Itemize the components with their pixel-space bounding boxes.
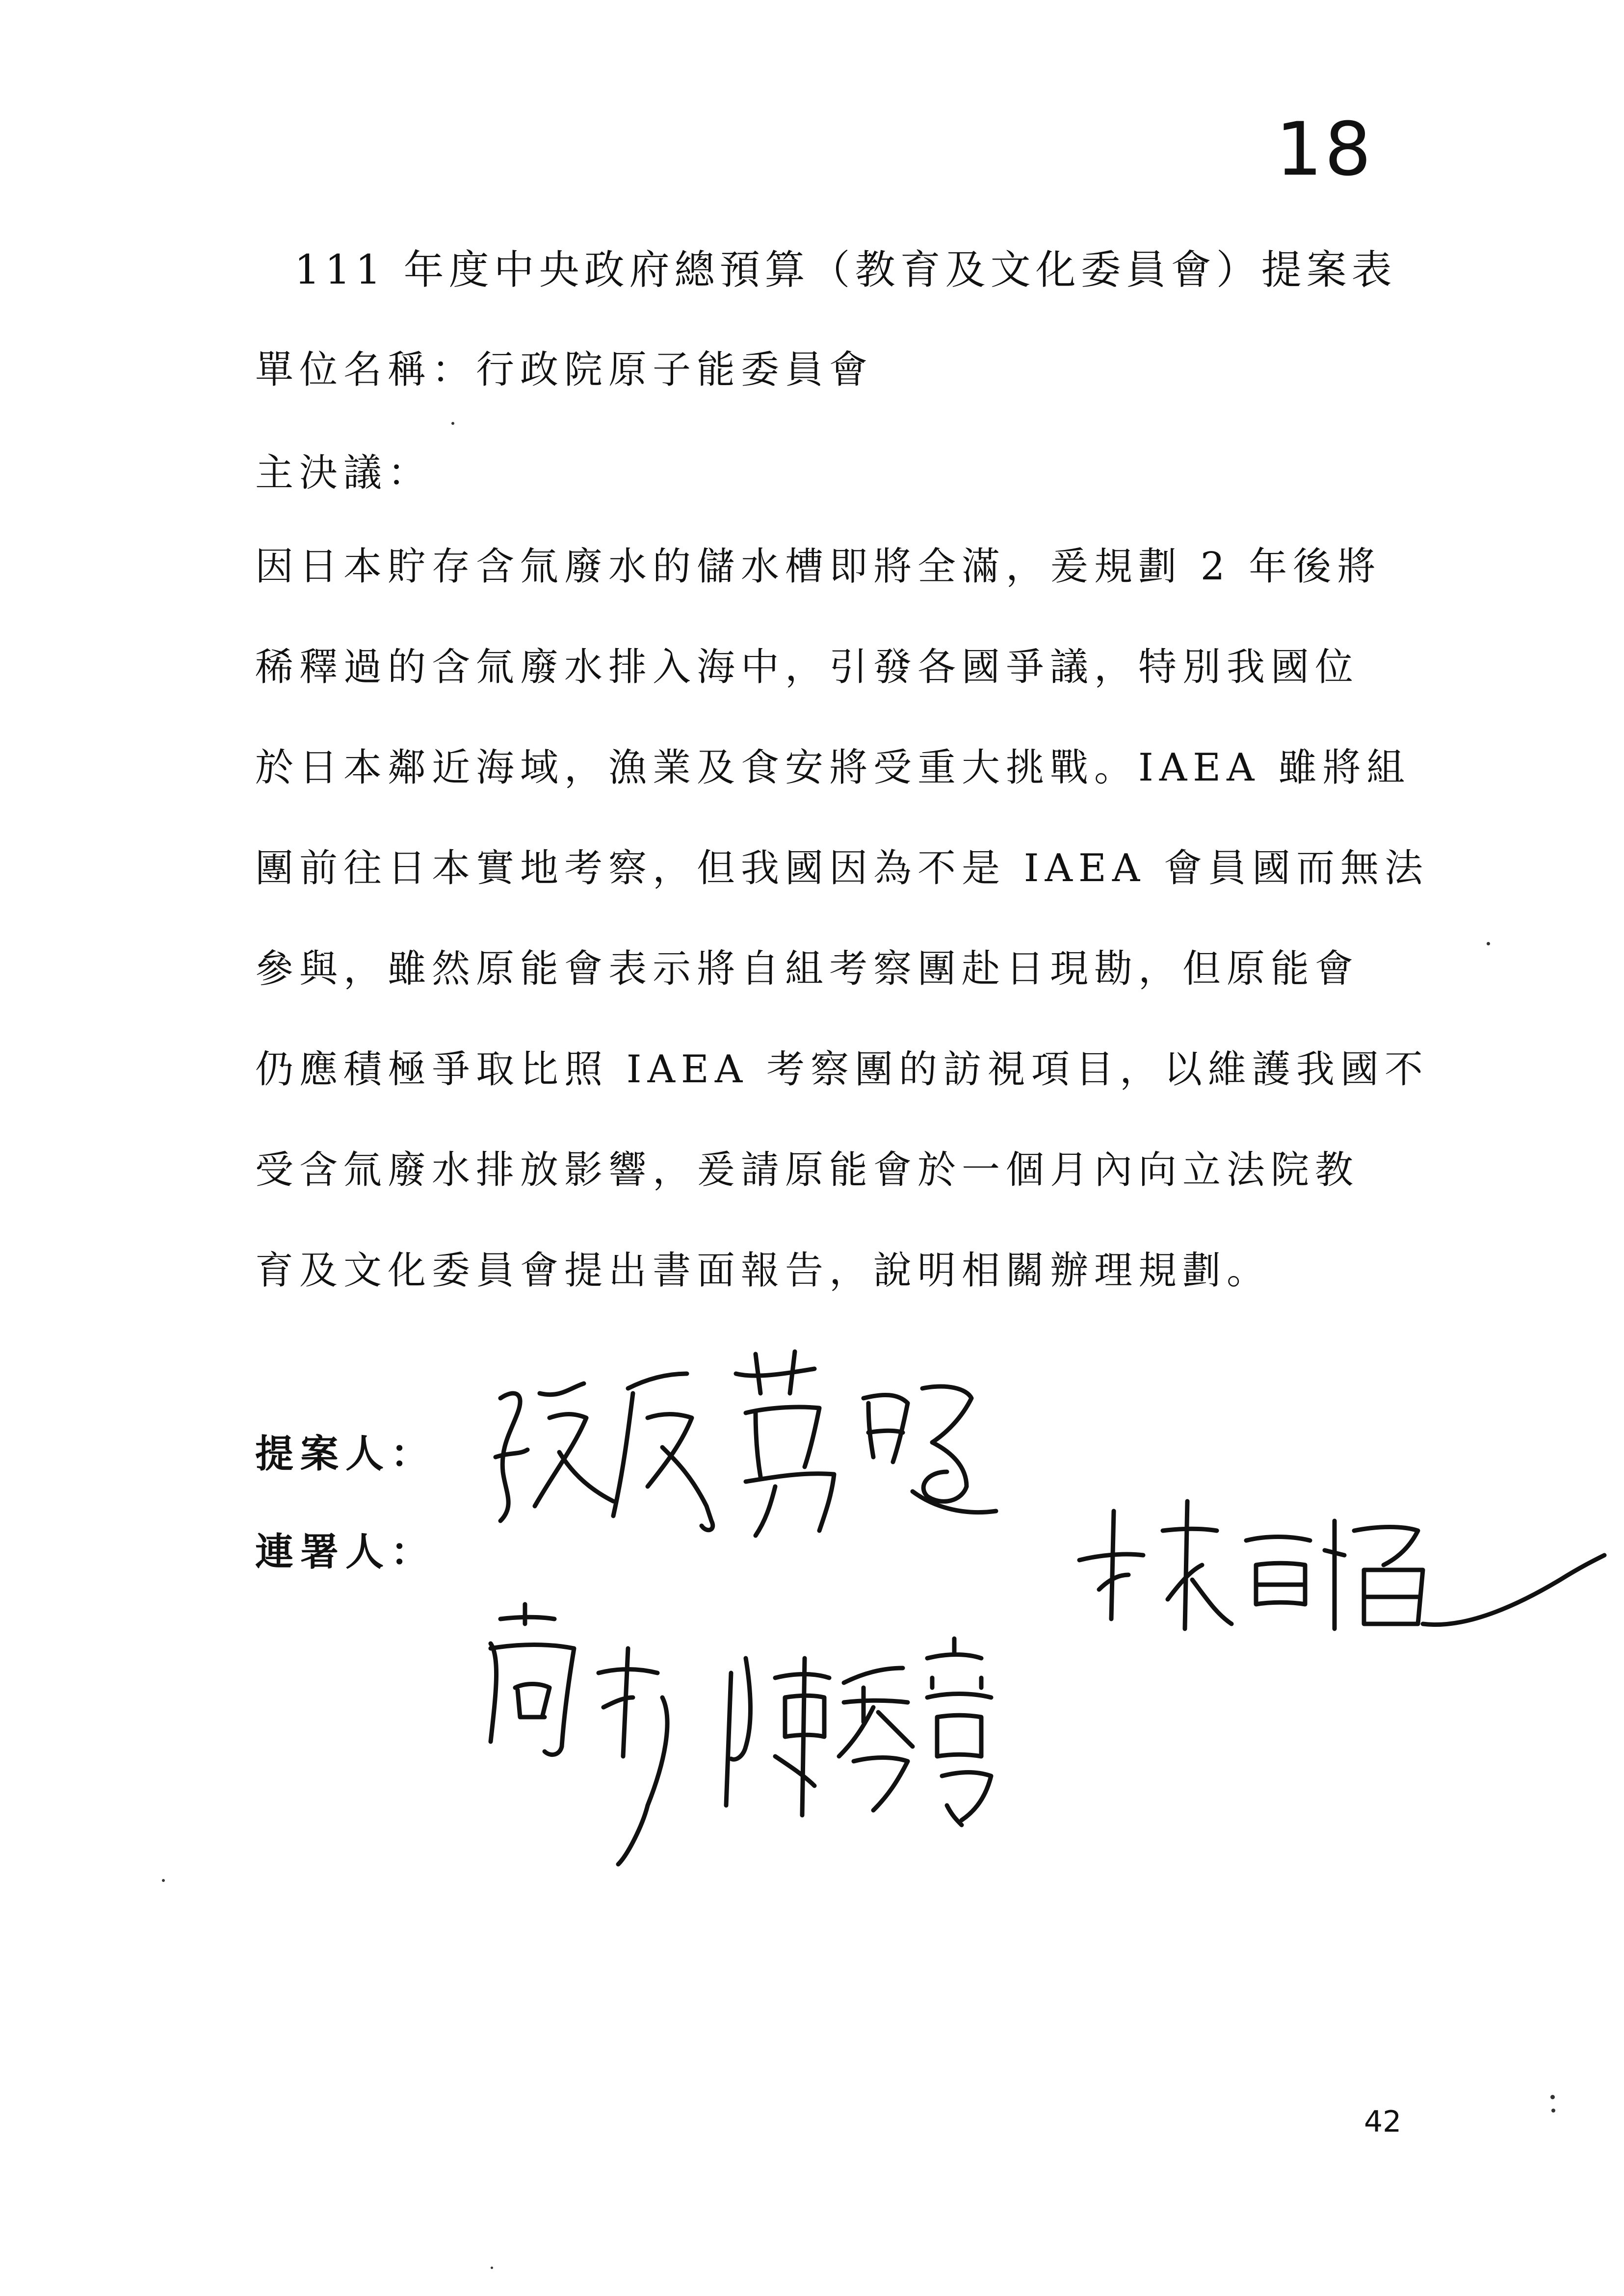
scan-speck	[491, 2267, 493, 2269]
body-line: 團前往日本實地考察，但我國因為不是 IAEA 會員國而無法	[255, 846, 1429, 890]
scan-speck	[1551, 2109, 1555, 2113]
body-line: 參與，雖然原能會表示將自組考察團赴日現勘，但原能會	[255, 947, 1360, 991]
body-line: 因日本貯存含氚廢水的儲水槽即將全滿，爰規劃 2 年後將	[255, 545, 1382, 589]
unit-label: 單位名稱：	[255, 348, 476, 392]
decision-label: 主決議：	[255, 451, 432, 495]
signature-cosigners-bottom	[471, 1599, 1060, 1874]
body-line: 育及文化委員會提出書面報告，說明相關辦理規劃。	[255, 1249, 1271, 1293]
unit-line	[255, 348, 874, 392]
document-number: 18	[1276, 107, 1373, 192]
scan-speck	[162, 1879, 165, 1882]
signature-proposer	[481, 1344, 1021, 1570]
decision-body	[255, 542, 1429, 1347]
proposer-label: 提案人：	[255, 1432, 436, 1476]
body-line: 仍應積極爭取比照 IAEA 考察團的訪視項目，以維護我國不	[255, 1047, 1429, 1092]
signature-cosigner-right	[1070, 1482, 1609, 1668]
page-number: 42	[1364, 2105, 1402, 2139]
scan-speck	[1487, 942, 1490, 945]
scan-speck	[1550, 2095, 1555, 2099]
scan-speck	[451, 422, 454, 425]
cosigner-label: 連署人：	[255, 1530, 436, 1574]
document-title: 111 年度中央政府總預算（教育及文化委員會）提案表	[294, 247, 1397, 293]
body-line: 稀釋過的含氚廢水排入海中，引發各國爭議，特別我國位	[255, 645, 1360, 689]
unit-value: 行政院原子能委員會	[476, 348, 874, 392]
body-line: 受含氚廢水排放影響，爰請原能會於一個月內向立法院教	[255, 1148, 1360, 1192]
body-line: 於日本鄰近海域，漁業及食安將受重大挑戰。IAEA 雖將組	[255, 746, 1411, 790]
